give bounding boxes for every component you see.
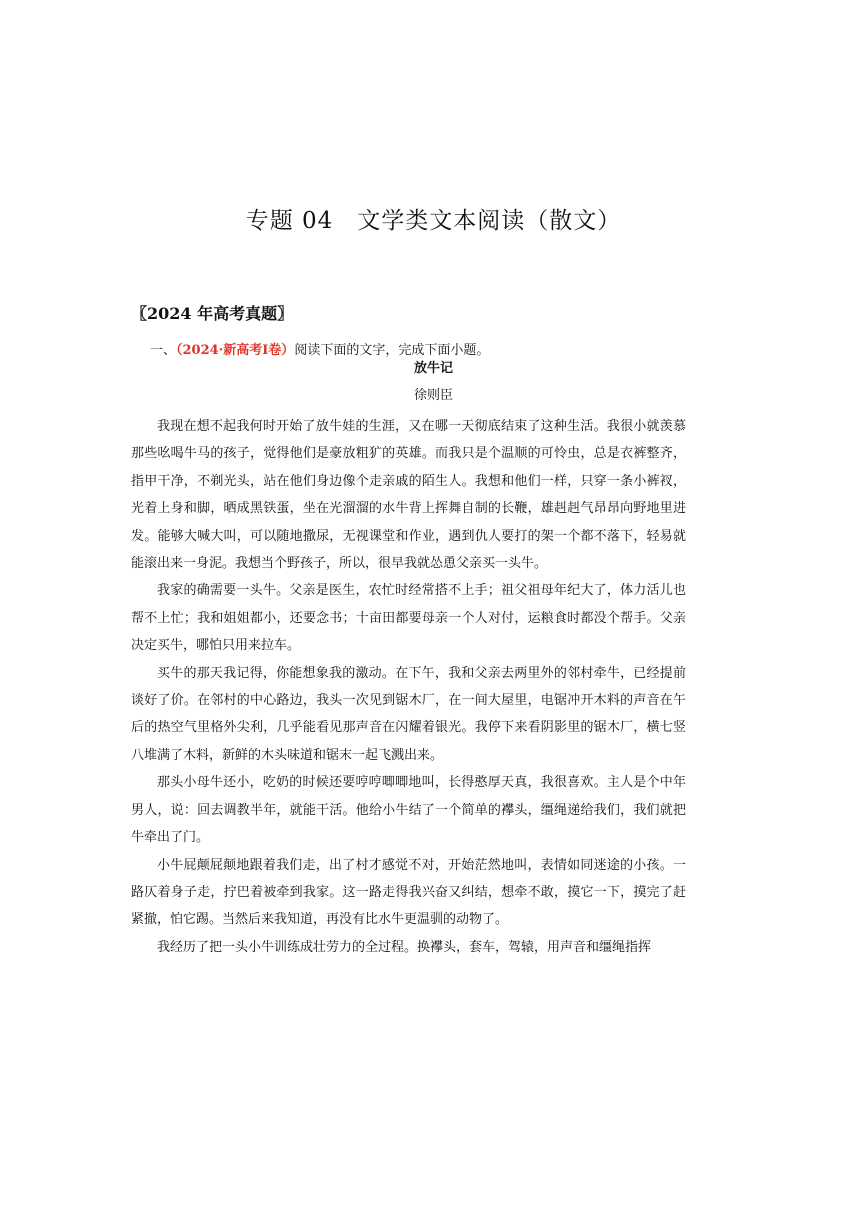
- page-title: 专题 04 文学类文本阅读（散文）: [245, 208, 622, 234]
- question-source: （2024·新高考Ⅰ卷）: [176, 343, 295, 358]
- question-header: [150, 341, 489, 361]
- essay-paragraph: 那头小母牛还小，吃奶的时候还要哼哼唧唧地叫，长得憨厚天真，我很喜欢。主人是个中年男人，说：回去调教半年，就能干活。他给小牛结了一个简单的襻头，缰绳递给我们，我们就把牛牵出了门。: [131, 775, 686, 846]
- essay-paragraph: 我家的确需要一头牛。父亲是医生，农忙时经常搭不上手；祖父祖母年纪大了，体力活儿也帮不上忙；我和姐姐都小，还要念书；十亩田都要母亲一个人对付，运粮食时都没个帮手。父亲决定买牛，哪怕只用来拉车。: [131, 583, 686, 654]
- essay-title: 放牛记: [413, 361, 453, 376]
- essay-paragraph: 小牛屁颠屁颠地跟着我们走，出了村才感觉不对，开始茫然地叫，表情如同迷途的小孩。一路仄着身子走，拧巴着被牵到我家。这一路走得我兴奋又纠结，想牵不敢，摸它一下，摸完了赶紧撤，怕它踢。当然后来我知道，再没有比水牛更温驯的动物了。: [131, 857, 686, 928]
- essay-author: 徐则臣: [413, 388, 453, 403]
- question-number: 一、: [150, 343, 177, 358]
- essay-paragraph: 我现在想不起我何时开始了放牛娃的生涯，又在哪一天彻底结束了这种生活。我很小就羡慕那些吆喝牛马的孩子，觉得他们是豪放粗犷的英雄。而我只是个温顺的可怜虫，总是衣裤整齐，指甲干净，不剃光头，站在他们身边像个走亲戚的陌生人。我想和他们一样，只穿一条小裤衩，光着上身和脚，晒成黑铁蛋，坐在光溜溜的水牛背上挥舞自制的长鞭，雄赳赳气昂昂向野地里进发。能够大喊大叫，可以随地撒尿，无视课堂和作业，遇到仇人要打的架一个都不落下，轻易就能滚出来一身泥。我想当个野孩子，所以，很早我就怂恿父亲买一头牛。: [131, 419, 686, 572]
- question-instruction: 阅读下面的文字，完成下面小题。: [294, 343, 490, 358]
- essay-paragraph: 我经历了把一头小牛训练成壮劳力的全过程。换襻头，套车，驾辕，用声音和缰绳指挥: [157, 939, 652, 955]
- essay-body: [131, 413, 686, 961]
- section-heading: 〖2024 年高考真题〗: [131, 304, 294, 323]
- essay-paragraph: 买牛的那天我记得，你能想象我的激动。在下午，我和父亲去两里外的邻村牵牛，已经提前谈好了价。在邻村的中心路边，我头一次见到锯木厂，在一间大屋里，电锯冲开木料的声音在午后的热空气里格外尖利，几乎能看见那声音在闪耀着银光。我停下来看阴影里的锯木厂，横七竖八堆满了木料，新鲜的木头味道和锯末一起飞溅出来。: [131, 665, 686, 763]
